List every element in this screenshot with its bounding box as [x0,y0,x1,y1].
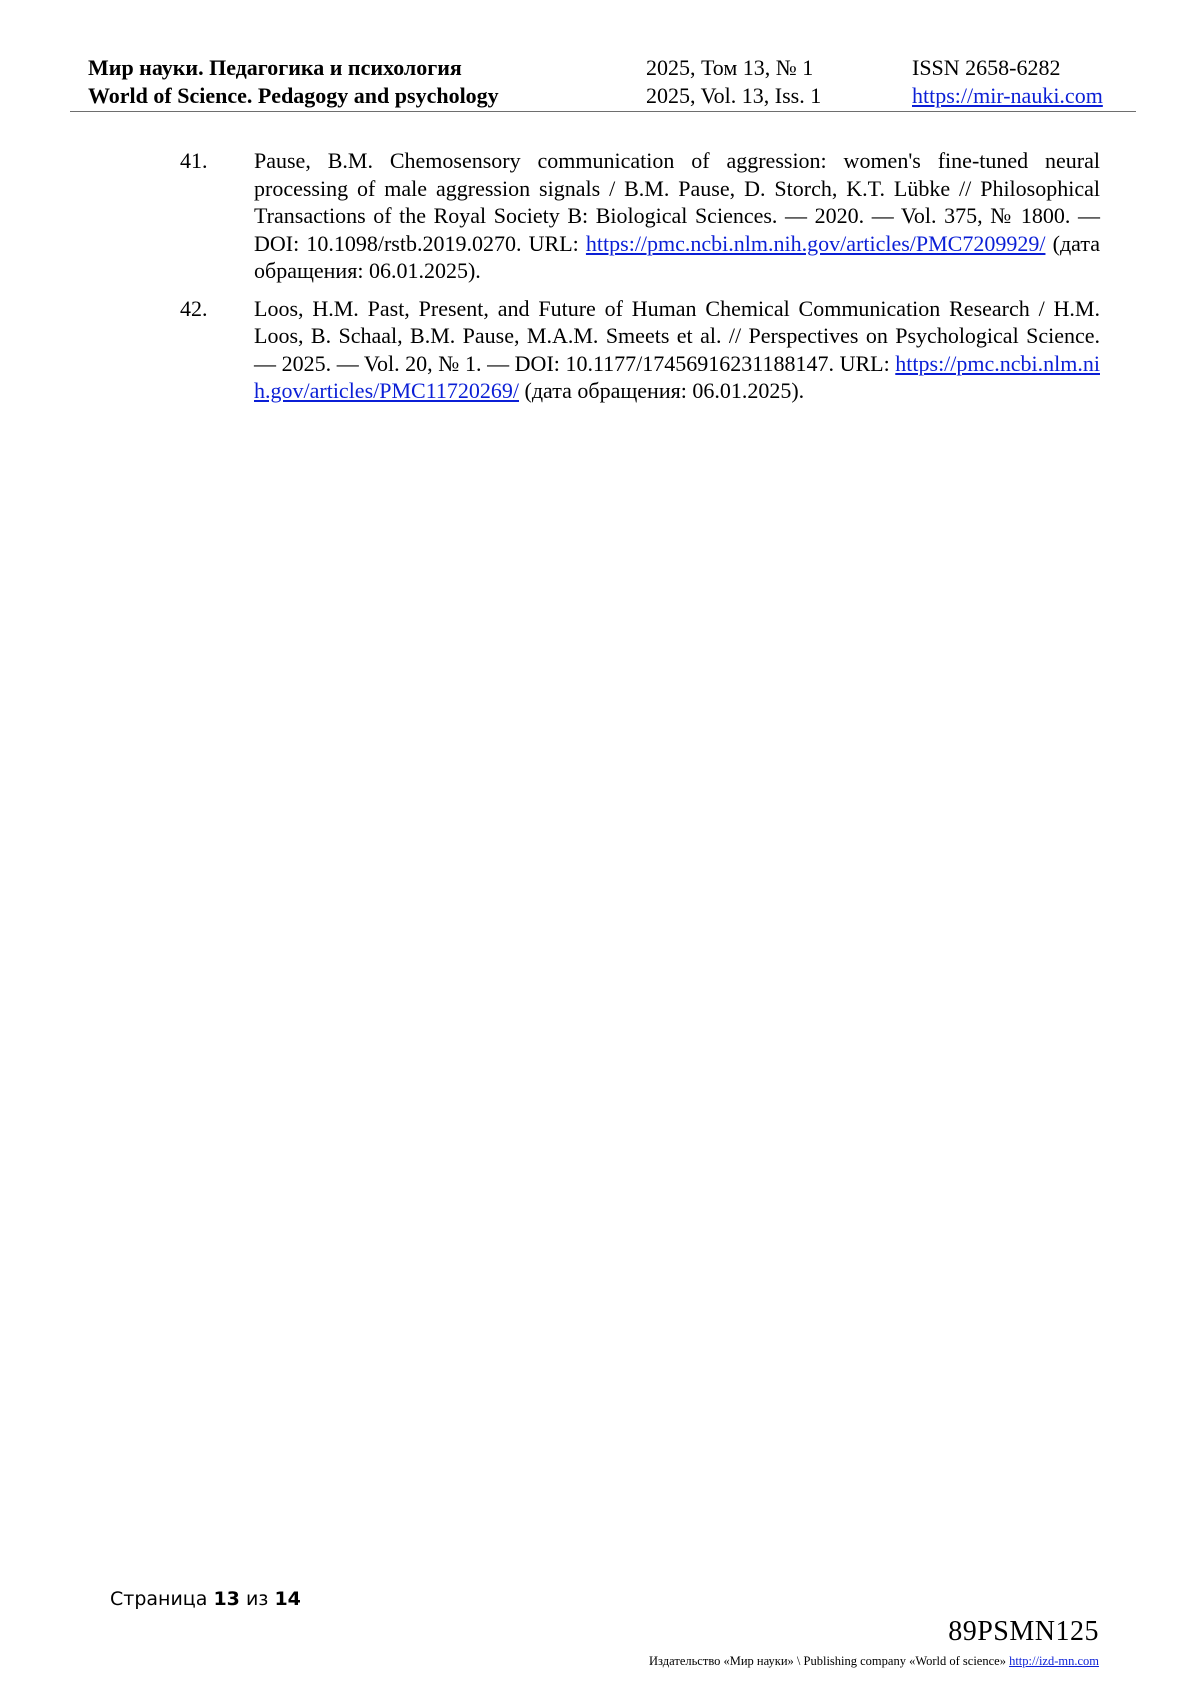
publisher-link[interactable]: http://izd-mn.com [1009,1654,1099,1668]
reference-text [254,147,1100,285]
reference-item [180,295,1100,405]
issue-info-en: 2025, Vol. 13, Iss. 1 [646,83,822,108]
page-current: 13 [213,1588,240,1610]
journal-title-ru: Мир науки. Педагогика и психология [88,55,462,80]
header-row-en [88,82,1118,110]
reference-text [254,295,1100,405]
page-counter [110,1588,301,1610]
article-code: 89PSMN125 [948,1616,1099,1647]
publisher-line [649,1654,1099,1669]
reference-url-link[interactable]: https://pmc.ncbi.nlm.nih.gov/articles/PMC7209929/ [585,230,1046,256]
reference-access-date: (дата обращения: 06.01.2025). [254,230,1100,283]
journal-title-en: World of Science. Pedagogy and psychology [88,83,499,108]
reference-access-date: (дата обращения: 06.01.2025). [519,378,805,403]
reference-url-link[interactable]: https://pmc.ncbi.nlm.nih.gov/articles/PMC11720269/ [254,350,1100,403]
page-total: 14 [274,1588,301,1610]
reference-list [180,147,1100,415]
page-counter-prefix: Страница [110,1588,208,1610]
reference-number: 41. [180,148,208,173]
reference-citation: Loos, H.M. Past, Present, and Future of Human Chemical Communication Research / H.M. Loos, B. Schaal, B.M. Pause, M.A.M. Smeets et al. // Perspectives on Psychological Science. — 2025. — Vol. 20, № 1. — DOI: 10.1177/17456916231188147. URL: [254,295,1100,376]
issn: ISSN 2658-6282 [912,55,1061,80]
journal-site-link[interactable]: https://mir-nauki.com [912,83,1103,108]
reference-citation: Pause, B.M. Chemosensory communication of aggression: women's fine-tuned neural processing of male aggression signals / B.M. Pause, D. Storch, K.T. Lübke // Philosophical Transactions of the Royal Society B: Biological Sciences. — 2020. — Vol. 375, № 1800. — DOI: 10.1098/rstb.2019.0270. URL: [254,148,1100,256]
page-counter-separator: из [245,1588,269,1610]
header-divider [70,111,1136,112]
reference-item [180,147,1100,285]
publisher-text: Издательство «Мир науки» \ Publishing company «World of science» [649,1654,1010,1668]
issue-info-ru: 2025, Том 13, № 1 [646,55,814,80]
reference-number: 42. [180,295,208,321]
header-row-ru [88,54,1118,82]
page-header [88,54,1118,110]
